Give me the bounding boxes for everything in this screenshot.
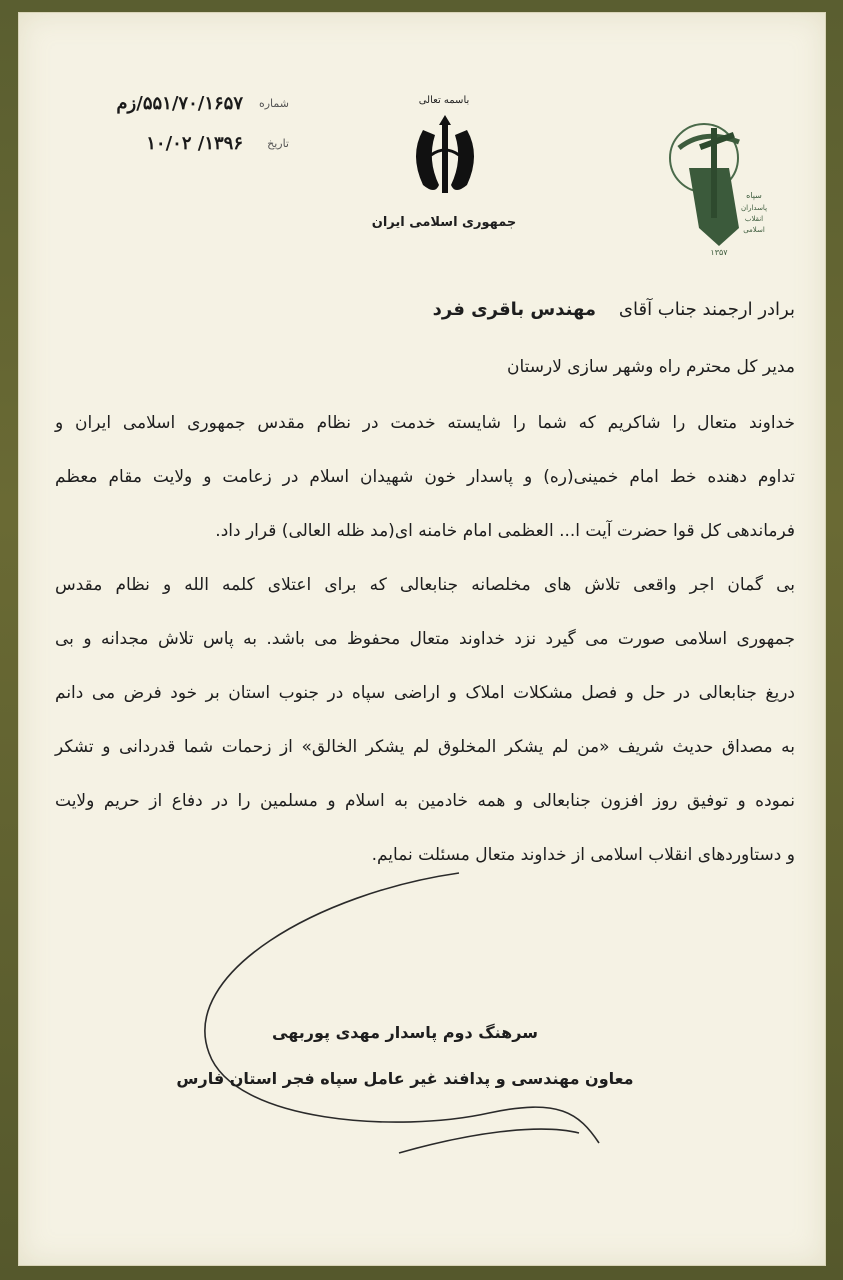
irgc-year: ۱۳۵۷ [710, 248, 728, 257]
body-line: نموده و توفیق روز افزون جنابعالی و همه خادمین به اسلام و مسلمین را در دفاع از حریم ولایت [55, 791, 795, 811]
signatory-name: سرهنگ دوم پاسدار مهدی پوربهی [272, 1023, 538, 1042]
body-line: تداوم دهنده خط امام خمینی(ره) و پاسدار خون شهیدان اسلام در زعامت و ولایت مقام معظم [55, 467, 795, 487]
svg-text:انقلاب: انقلاب [744, 215, 764, 223]
body-line: بی گمان اجر واقعی تلاش های مخلصانه جنابعالی که برای اعتلای کلمه الله و نظام مقدس [55, 575, 795, 595]
letter-paper [18, 12, 826, 1266]
number-label: شماره [258, 97, 289, 110]
salutation-prefix: برادر ارجمند جناب آقای [618, 299, 795, 320]
svg-text:پاسداران: پاسداران [740, 204, 768, 212]
body-line: جمهوری اسلامی صورت می گیرد نزد خداوند متعال محفوظ می باشد. به پاس تلاش مجدانه و بی [55, 629, 795, 649]
letter-number: ۵۵۱/۷۰/۱۶۵۷/زم [116, 93, 243, 114]
iran-emblem [349, 95, 539, 245]
body-line: و دستاوردهای انقلاب اسلامی از خداوند متعال مسئلت نمایم. [371, 845, 795, 865]
date-label: تاریخ [267, 137, 289, 150]
recipient-title: مدیر کل محترم راه وشهر سازی لارستان [506, 357, 795, 377]
invocation-text: باسمه تعالی [418, 95, 470, 106]
signatory-position: معاون مهندسی و پدافند غیر عامل سپاه فجر استان فارس [176, 1069, 634, 1088]
country-name: جمهوری اسلامی ایران [371, 215, 517, 230]
irgc-emblem-icon [659, 108, 779, 258]
body-line: فرماندهی کل قوا حضرت آیت ا... العظمی امام خامنه ای(مد ظله العالی) قرار داد. [215, 521, 795, 541]
letter-date: ۱۳۹۶/ ۱۰/۰۲ [146, 133, 243, 154]
iran-emblem-icon [405, 115, 485, 205]
recipient-name: مهندس باقری فرد [432, 299, 597, 320]
body-line: به مصداق حدیث شریف «من لم یشکر المخلوق لم یشکر الخالق» از زحمات شما قدردانی و تشکر [55, 737, 795, 757]
body-line: خداوند متعال را شاکریم که شما را شایسته خدمت در نظام مقدس جمهوری اسلامی ایران و [55, 413, 795, 433]
body-line: دریغ جنابعالی در حل و فصل مشکلات املاک و اراضی سپاه در جنوب استان بر خود فرض می دانم [55, 683, 795, 703]
svg-text:اسلامی: اسلامی [743, 226, 765, 234]
svg-text:سپاه: سپاه [746, 191, 762, 200]
